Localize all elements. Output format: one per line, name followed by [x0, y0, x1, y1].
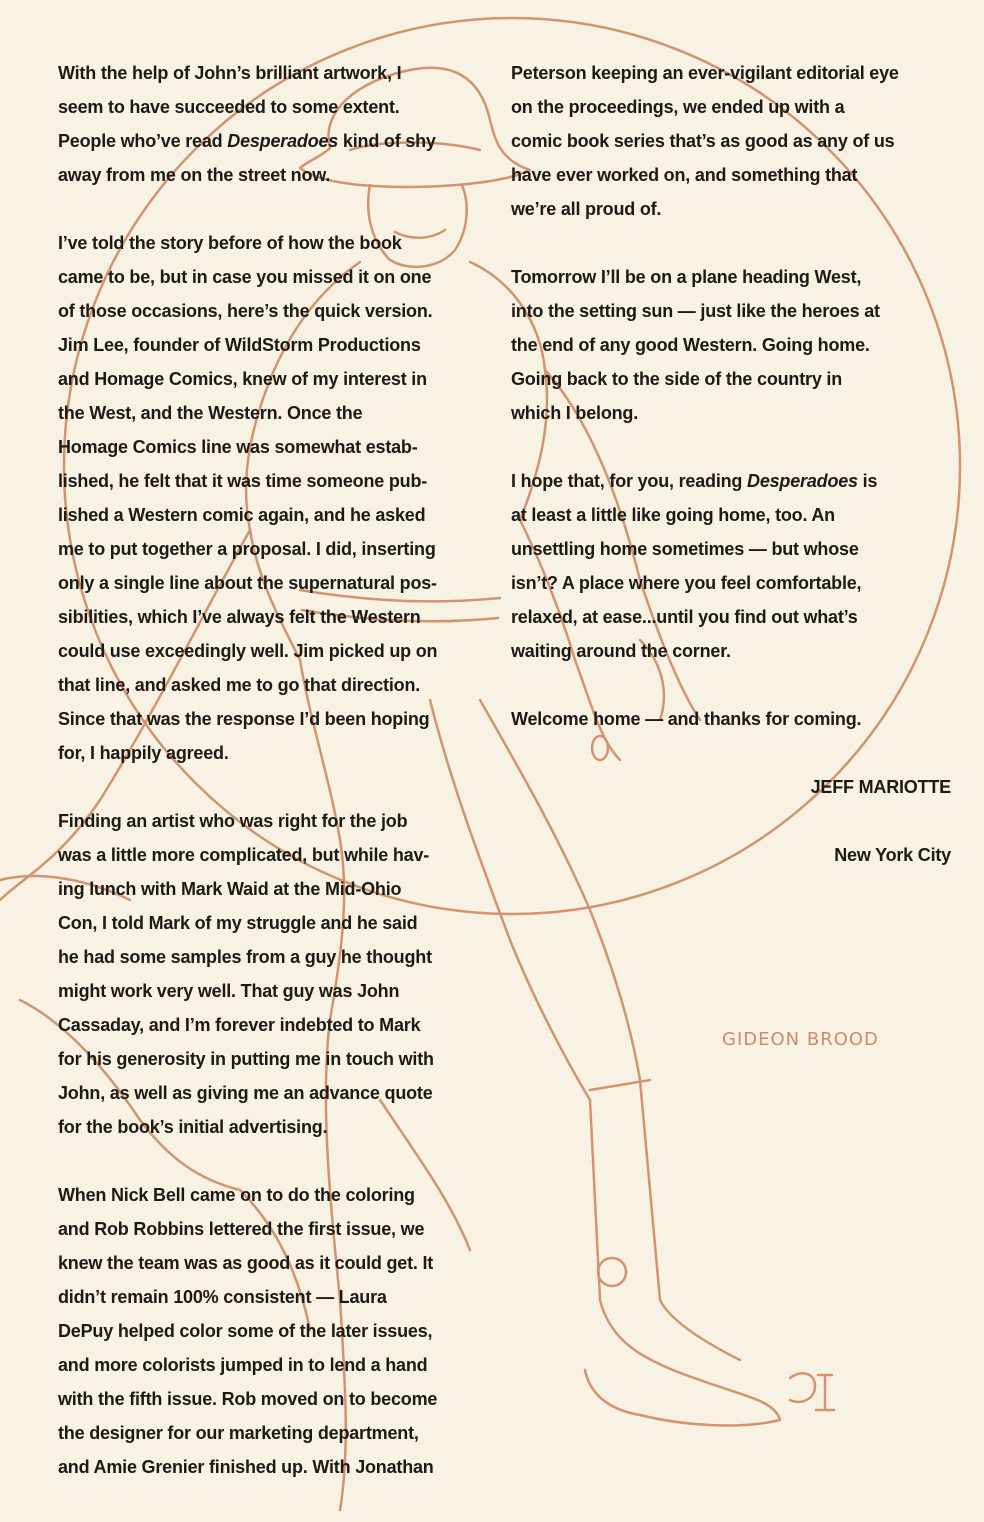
artwork-caption: GIDEON BROOD	[722, 1029, 879, 1050]
paragraph-5: Peterson keeping an ever-vigilant editorial eye on the proceedings, we ended up with a comic book series that’s as good as any of us have ever worked on, and something that we’re all proud of.	[511, 63, 899, 219]
paragraph-3: Finding an artist who was right for the job was a little more complicated, but while hav- ing lunch with Mark Waid at the Mid-Ohio Con, I told Mark of my struggle and he said he had some samples from a guy he thought might work very well. That guy was John Cassaday, and I’m forever indebted to Mark for his generosity in putting me in touch with John, as well as giving me an advance quote for the book’s initial advertising.	[58, 811, 434, 1137]
book-title-italic: Desperadoes	[227, 131, 339, 151]
paragraph-6: Tomorrow I’ll be on a plane heading West, into the setting sun — just like the heroes at the end of any good Western. Going home. Going back to the side of the country in which I belong.	[511, 267, 880, 423]
paragraph-2: I’ve told the story before of how the book came to be, but in case you missed it on one of those occasions, here’s the quick version. Jim Lee, founder of WildStorm Productions and Homage Comics, knew of my interest in the West, and the Western. Once the Homage Comics line was somewhat estab- lished, he felt that it was time someone pub- lished a Western comic again, and he asked me to put together a proposal. I did, inserting only a single line about the supernatural pos- sibilities, which I’ve always felt the Western could use exceedingly well. Jim picked up on that line, and asked me to go that direction. Since that was the response I’d been hoping for, I happily agreed.	[58, 233, 438, 763]
left-column	[58, 56, 498, 1518]
paragraph-1: With the help of John’s brilliant artwork, I seem to have succeeded to some extent. People who’ve read Desperadoes kind of shy away from me on the street now.	[58, 63, 436, 185]
signature-name: JEFF MARIOTTE	[810, 777, 951, 797]
paragraph-7: I hope that, for you, reading Desperadoes is at least a little like going home, too. An unsettling home sometimes — but whose isn’t? A place where you feel comfortable, relaxed, at ease...until you find out what’s waiting around the corner.	[511, 471, 878, 661]
paragraph-4: When Nick Bell came on to do the coloring and Rob Robbins lettered the first issue, we knew the team was as good as it could get. It didn’t remain 100% consistent — Laura DePuy helped color some of the later issues, and more colorists jumped in to lend a hand with the fifth issue. Rob moved on to become the designer for our marketing department, and Amie Grenier finished up. With Jonathan	[58, 1185, 438, 1477]
signature-place: New York City	[834, 845, 951, 865]
book-title-italic: Desperadoes	[747, 471, 858, 491]
right-column	[511, 56, 951, 906]
paragraph-8: Welcome home — and thanks for coming.	[511, 709, 862, 729]
